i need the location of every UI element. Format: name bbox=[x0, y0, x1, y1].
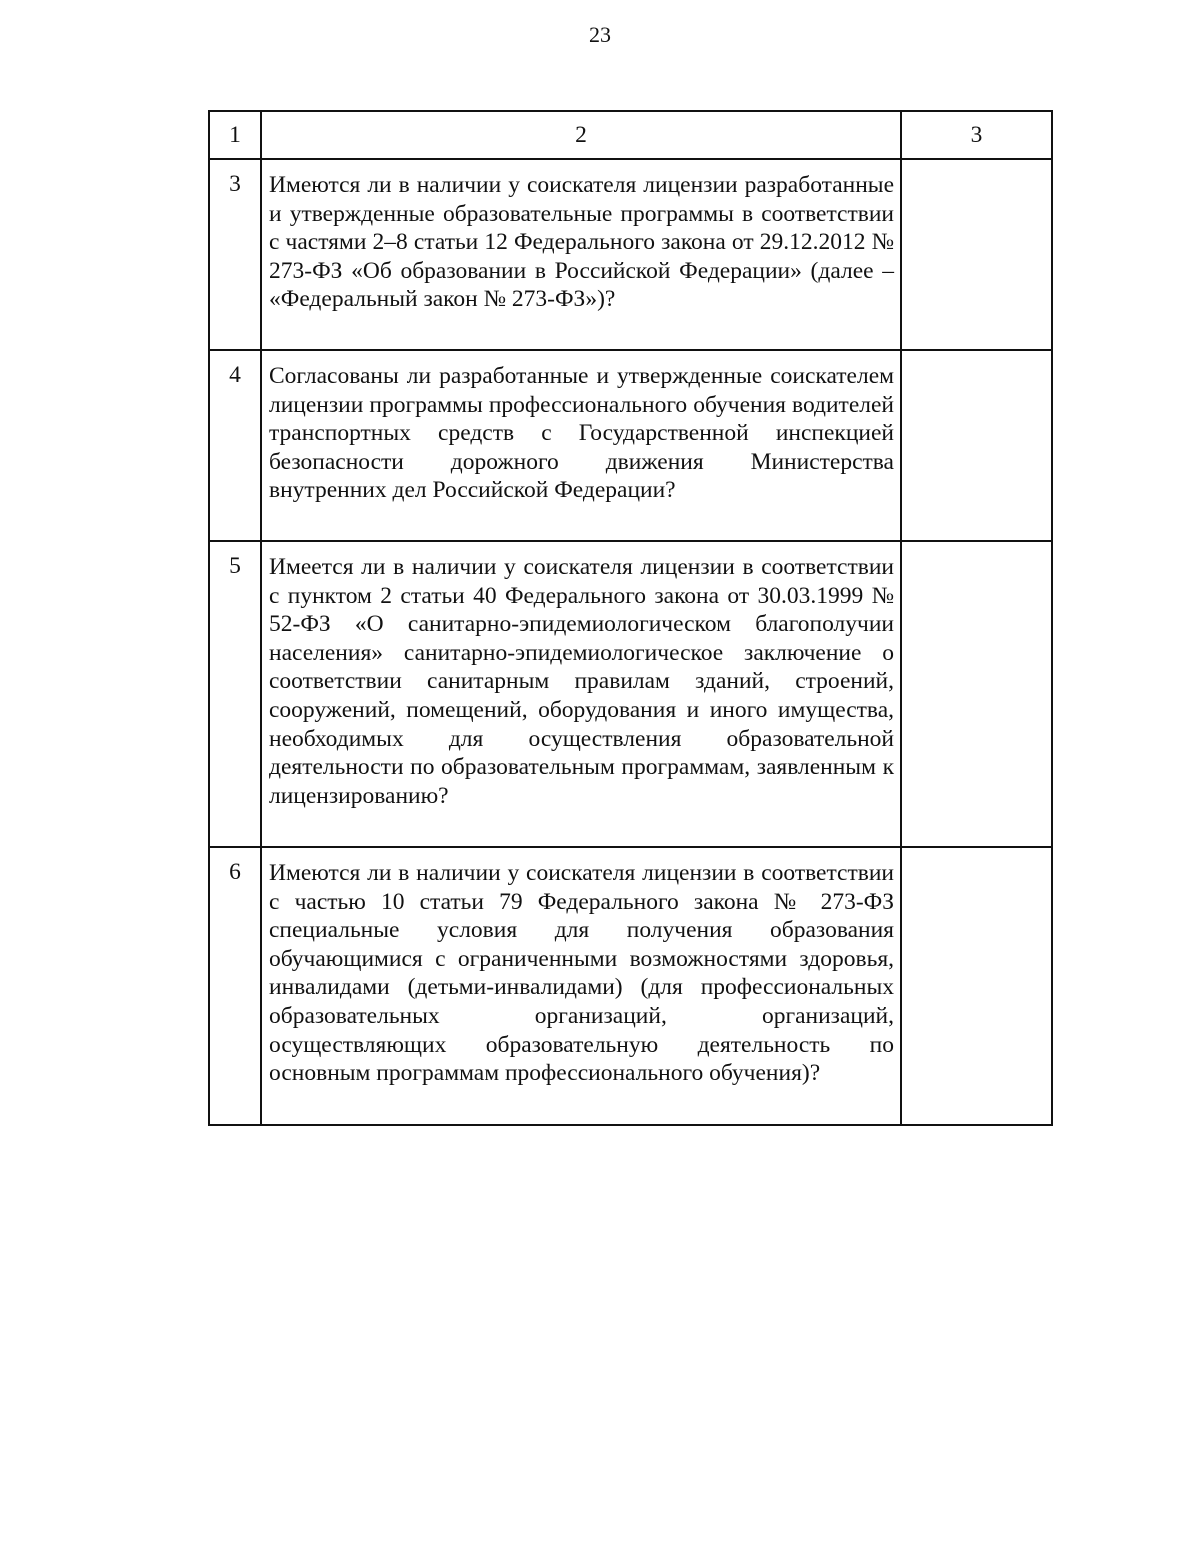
answer-cell bbox=[901, 350, 1052, 541]
row-number: 5 bbox=[209, 541, 261, 847]
header-cell-col-3: 3 bbox=[901, 111, 1052, 159]
header-cell-col-2: 2 bbox=[261, 111, 901, 159]
question-text: Согласованы ли разработанные и утвержденные соискателем лицензии программы профессионального обучения водителей транспортных средств с Государственной инспекцией безопасности дорожного движения Министерства внутренних дел Российской Федерации? bbox=[261, 350, 901, 541]
table-row bbox=[209, 159, 1052, 350]
table-row bbox=[209, 350, 1052, 541]
table-header-row bbox=[209, 111, 1052, 159]
checklist-table bbox=[208, 110, 1053, 1126]
question-text: Имеются ли в наличии у соискателя лицензии разработанные и утвержденные образовательные программы в соответствии с частями 2–8 статьи 12 Федерального закона от 29.12.2012 № 273-ФЗ «Об образовании в Российской Федерации» (далее – «Федеральный закон № 273-ФЗ»)? bbox=[261, 159, 901, 350]
page-number: 23 bbox=[589, 22, 611, 47]
question-text: Имеются ли в наличии у соискателя лицензии в соответствии с частью 10 статьи 79 Федерального закона № 273-ФЗ специальные условия для получения образования обучающимися с ограниченными возможностями здоровья, инвалидами (детьми-инвалидами) (для профессиональных образовательных организаций, организаций, осуществляющих образовательную деятельность по основным программам профессионального обучения)? bbox=[261, 847, 901, 1125]
answer-cell bbox=[901, 159, 1052, 350]
answer-cell bbox=[901, 541, 1052, 847]
question-text: Имеется ли в наличии у соискателя лицензии в соответствии с пунктом 2 статьи 40 Федерального закона от 30.03.1999 № 52-ФЗ «О санитарно-эпидемиологическом благополучии населения» санитарно-эпидемиологическое заключение о соответствии санитарным правилам зданий, строений, сооружений, помещений, оборудования и иного имущества, необходимых для осуществления образовательной деятельности по образовательным программам, заявленным к лицензированию? bbox=[261, 541, 901, 847]
table-row bbox=[209, 847, 1052, 1125]
row-number: 4 bbox=[209, 350, 261, 541]
header-cell-col-1: 1 bbox=[209, 111, 261, 159]
row-number: 6 bbox=[209, 847, 261, 1125]
table-row bbox=[209, 541, 1052, 847]
row-number: 3 bbox=[209, 159, 261, 350]
answer-cell bbox=[901, 847, 1052, 1125]
